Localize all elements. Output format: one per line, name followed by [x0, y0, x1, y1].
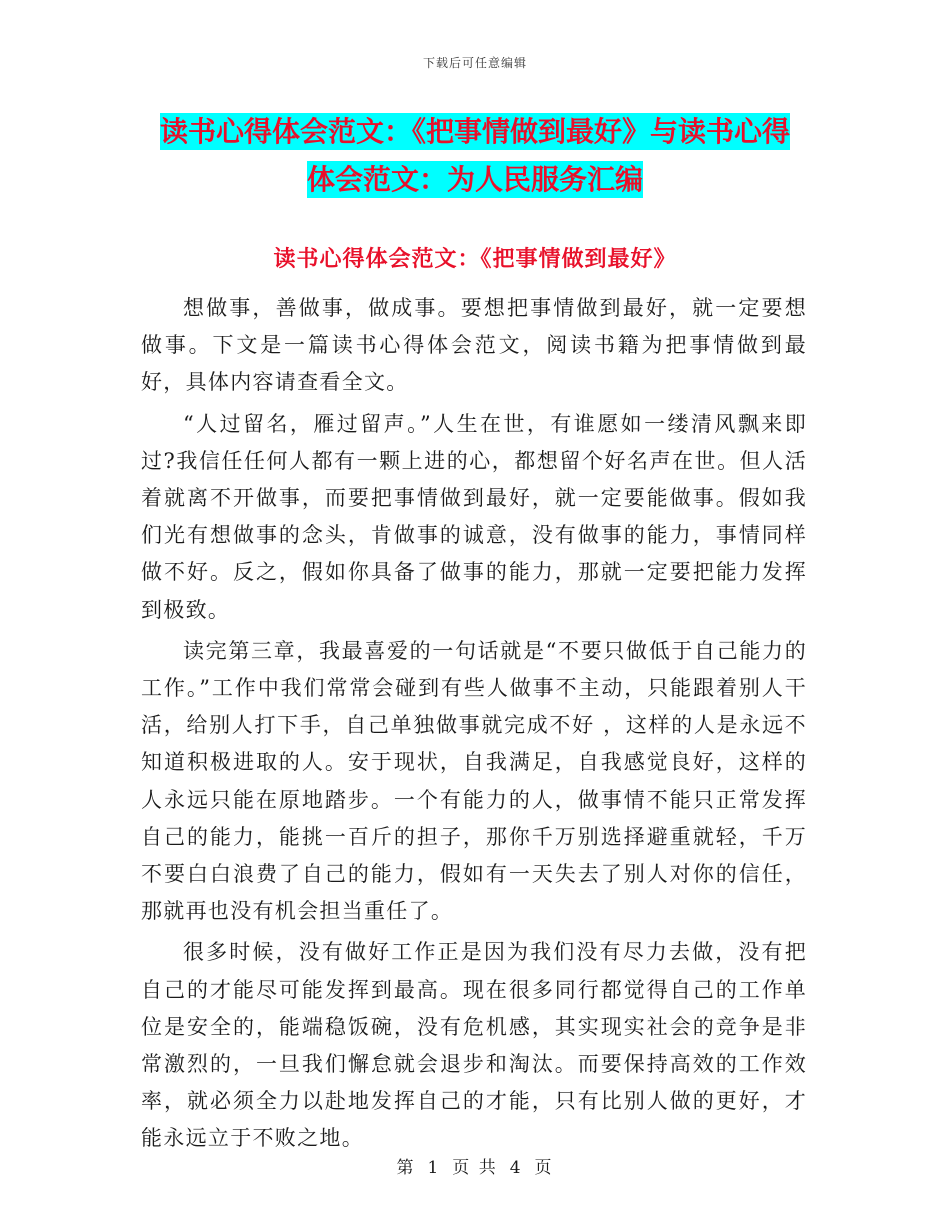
footer-middle: 页 共 [452, 1158, 498, 1178]
footer-prefix: 第 [396, 1158, 416, 1178]
section-title: 读书心得体会范文：《把事情做到最好》 [273, 247, 677, 272]
body-text [141, 290, 807, 1162]
title-line-1: 读书心得体会范文：《把事情做到最好》与读书心得 [159, 115, 790, 148]
paragraph-4: 很多时候，没有做好工作正是因为我们没有尽力去做，没有把自己的才能尽可能发挥到最高。现在很多同行都觉得自己的工作单位是安全的，能端稳饭碗，没有危机感，其实现实社会的竞争是非常激烈的，一旦我们懈怠就会退步和淘汰。而要保持高效的工作效率，就必须全力以赴地发挥自己的才能，只有比别人做的更好，才能永远立于不败之地。 [141, 940, 807, 1151]
footer-page-number: 1 [427, 1158, 441, 1178]
title-line-2: 体会范文：为人民服务汇编 [306, 163, 643, 196]
document-title [140, 108, 810, 204]
paragraph-2: “人过留名，雁过留声。”人生在世，有谁愿如一缕清风飘来即过?我信任任何人都有一颗上进的心，都想留个好名声在世。但人活着就离不开做事，而要把事情做到最好，就一定要能做事。假如我们光有想做事的念头，肯做事的诚意，没有做事的能力，事情同样做不好。反之，假如你具备了做事的能力，那就一定要把能力发挥到极致。 [141, 411, 807, 622]
footer-suffix: 页 [534, 1158, 554, 1178]
page-footer [0, 1153, 950, 1178]
paragraph-1: 想做事，善做事，做成事。要想把事情做到最好，就一定要想做事。下文是一篇读书心得体会范文，阅读书籍为把事情做到最好，具体内容请查看全文。 [141, 296, 807, 395]
paragraph-3: 读完第三章，我最喜爱的一句话就是“不要只做低于自己能力的工作。”工作中我们常常会碰到有些人做事不主动，只能跟着别人干活，给别人打下手，自己单独做事就完成不好 ，这样的人是永远不知道积极进取的人。安于现状，自我满足，自我感觉良好，这样的人永远只能在原地踏步。一个有能力的人，做事情不能只正常发挥自己的能力，能挑一百斤的担子，那你千万别选择避重就轻，千万不要白白浪费了自己的能力，假如有一天失去了别人对你的信任，那就再也没有机会担当重任了。 [141, 638, 807, 924]
header-note: 下载后可任意编辑 [422, 56, 527, 70]
footer-total-pages: 4 [509, 1158, 523, 1178]
